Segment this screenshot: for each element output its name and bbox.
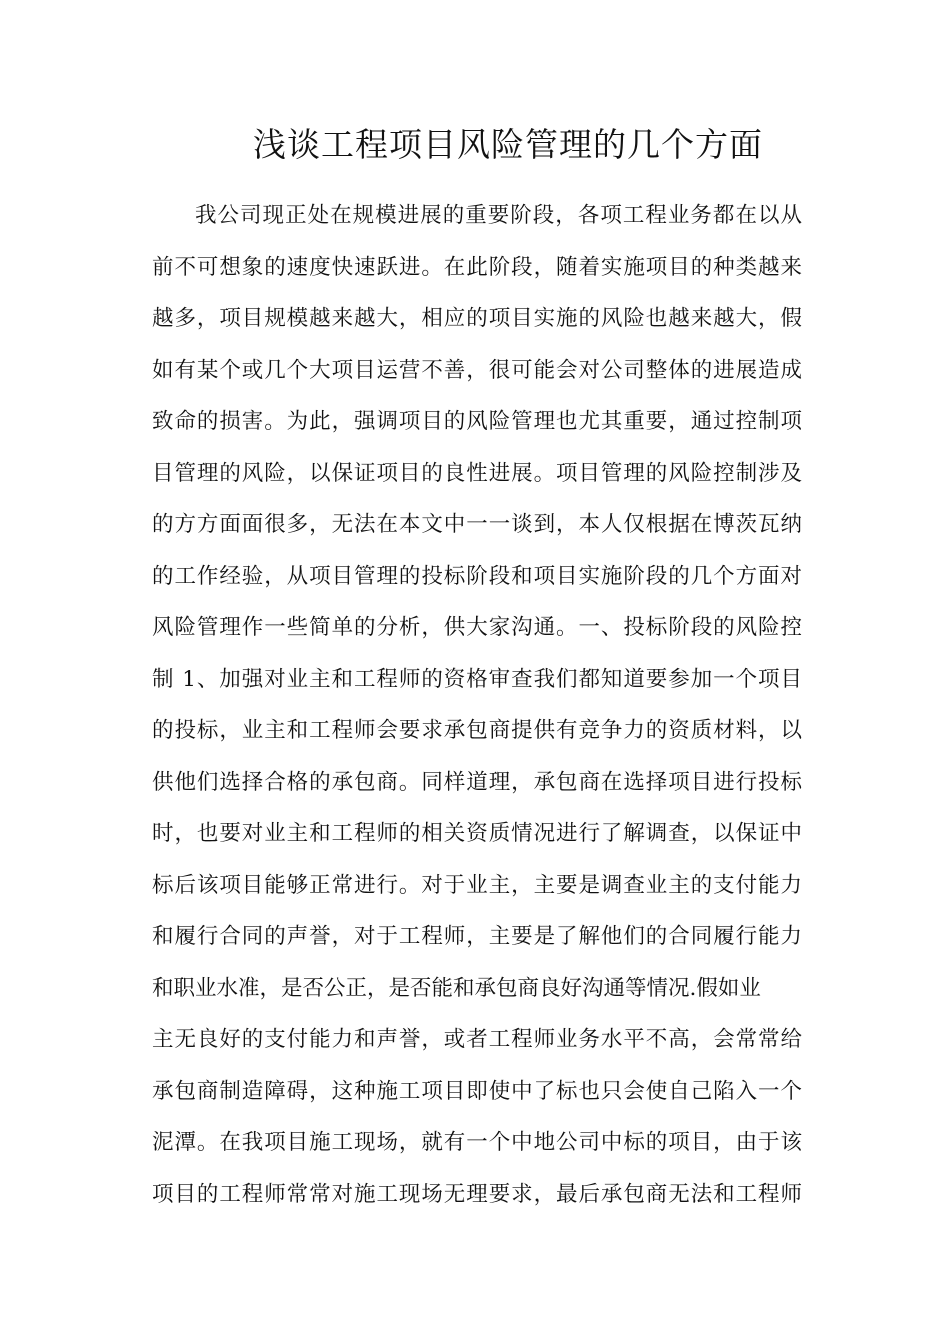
body-line: 的投标，业主和工程师会要求承包商提供有竞争力的资质材料，以 — [152, 718, 802, 743]
body-line: 泥潭。在我项目施工现场，就有一个中地公司中标的项目，由于该 — [152, 1130, 802, 1155]
body-line: 如有某个或几个大项目运营不善，很可能会对公司整体的进展造成 — [152, 357, 802, 383]
body-line: 的工作经验，从项目管理的投标阶段和项目实施阶段的几个方面对 — [152, 563, 802, 589]
document-title: 浅谈工程项目风险管理的几个方面 — [253, 125, 763, 164]
body-line: 致命的损害。为此，强调项目的风险管理也尤其重要，通过控制项 — [152, 409, 802, 434]
body-line: 目管理的风险，以保证项目的良性进展。项目管理的风险控制涉及 — [152, 460, 802, 486]
body-line: 时，也要对业主和工程师的相关资质情况进行了解调查，以保证中 — [152, 821, 802, 846]
body-line: 越多，项目规模越来越大，相应的项目实施的风险也越来越大，假 — [152, 306, 802, 331]
body-line: 和职业水准，是否公正，是否能和承包商良好沟通等情况.假如业 — [152, 975, 761, 1001]
body-line: 标后该项目能够正常进行。对于业主，主要是调查业主的支付能力 — [152, 872, 802, 898]
body-line: 承包商制造障碍，这种施工项目即使中了标也只会使自己陷入一个 — [152, 1078, 802, 1104]
body-line: 我公司现正处在规模进展的重要阶段，各项工程业务都在以从 — [195, 203, 802, 228]
body-line: 制 1、加强对业主和工程师的资格审查我们都知道要参加一个项目 — [152, 666, 802, 692]
body-line: 和履行合同的声誉，对于工程师，主要是了解他们的合同履行能力 — [152, 924, 802, 949]
body-line: 供他们选择合格的承包商。同样道理，承包商在选择项目进行投标 — [152, 769, 802, 795]
body-line: 前不可想象的速度快速跃进。在此阶段，随着实施项目的种类越来 — [152, 254, 802, 280]
body-text — [152, 190, 802, 1220]
body-line: 主无良好的支付能力和声誉，或者工程师业务水平不高，会常常给 — [152, 1027, 802, 1052]
body-line: 项目的工程师常常对施工现场无理要求，最后承包商无法和工程师 — [152, 1181, 802, 1207]
body-line: 风险管理作一些简单的分析，供大家沟通。一、投标阶段的风险控 — [152, 615, 802, 640]
body-line: 的方方面面很多，无法在本文中一一谈到，本人仅根据在博茨瓦纳 — [152, 512, 802, 537]
